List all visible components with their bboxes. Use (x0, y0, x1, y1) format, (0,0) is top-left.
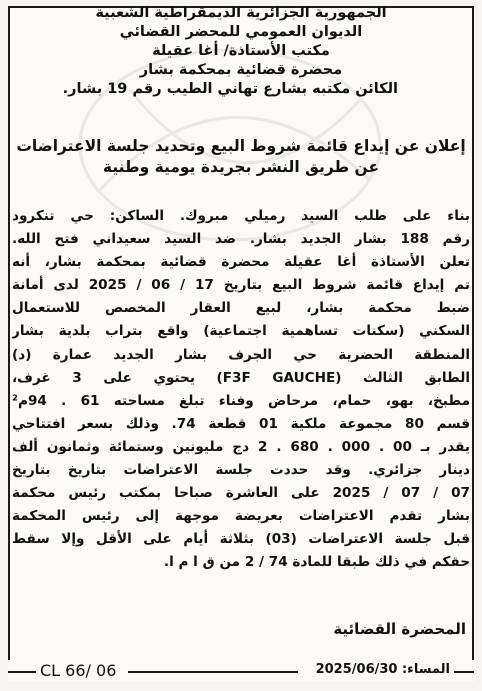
body-line: المنطقة الحضرية حي الجرف بشار الجديد عمارة (د) (12, 346, 470, 363)
footer-rule-middle (128, 671, 298, 673)
body-line: يقدر بـ 00 . 000 . 680 . 2 دج مليونين وستمائة وثمانون ألف (12, 438, 470, 455)
body-line: 07 / 07 / 2025 على العاشرة صباحا بمكتب رئيس محكمة (12, 485, 470, 502)
body-line: رقم 188 بشار الجديد بشار. ضد السيد سعيداني فتح الله. (12, 231, 470, 248)
body-line: تعلن الأستاذة أغا عقيلة محضرة قضائية بمحكمة بشار، أنه (12, 254, 470, 271)
body-line: ضبط محكمة بشار، لبيع العقار المخصص للاستعمال (12, 300, 470, 317)
footer (8, 660, 474, 682)
body-line: دينار جزائري. وقد حددت جلسة الاعتراضات بتاريخ بتاريخ (12, 462, 470, 479)
signature: المحضرة القضائية (333, 620, 466, 638)
footer-rule-right (454, 671, 474, 673)
body-line: بناء على طلب السيد رميلي مبروك. الساكن: حي تنكرود (12, 208, 470, 224)
header-address: الكائن مكتبه بشارع تهاني الطيب رقم 19 بشار. (62, 81, 398, 97)
footer-rule-left (8, 671, 38, 673)
header-bailiff-name: مكتب الأستاذة/ أغا عقيلة (152, 43, 330, 59)
body-line: حقكم في ذلك طبقا للمادة 74 / 2 من ق ا م ا. (163, 554, 470, 571)
notice-title (14, 136, 468, 178)
title-line-1: إعلان عن إيداع قائمة شروط البيع وتحديد جلسة الاعتراضات (16, 137, 466, 155)
body-line: مطبخ، بهو، حمام، مرحاض وفناء تبلغ مساحته 61 . 94م² (12, 392, 470, 409)
body-line: قسم 80 مجموعة ملكية 01 قطعة 74. وذلك بسعر افتتاحي (12, 415, 470, 432)
body-line: تم إيداع قائمة شروط البيع بتاريخ 17 / 06 / 2025 لدى أمانة (12, 277, 470, 294)
header-country: الجمهورية الجزائرية الديمقراطية الشعبية (95, 5, 387, 21)
header-office: الديوان العمومي للمحضر القضائي (119, 24, 363, 40)
body-line: قبل جلسة الاعتراضات (03) بثلاثة أيام على الأقل وإلا سقط (12, 531, 470, 548)
body-line: بشار تقدم الاعتراضات بعريضة موجهة إلى رئيس المحكمة (12, 508, 470, 525)
letterhead (14, 4, 468, 99)
publication-code: CL 66/ 06 (36, 661, 120, 680)
header-court: محضرة قضائية بمحكمة بشار (139, 62, 343, 78)
notice-body (12, 205, 470, 575)
body-line: السكني (سكنات تساهمية اجتماعية) واقع بتراب بلدية بشار (12, 323, 470, 340)
publication-date: المساء: 2025/06/30 (312, 662, 454, 677)
title-line-2: عن طريق النشر بجريدة يومية وطنية (102, 158, 380, 176)
body-line: الطابق الثالث (F3F GAUCHE) يحتوي على 3 غرف، (12, 369, 470, 386)
